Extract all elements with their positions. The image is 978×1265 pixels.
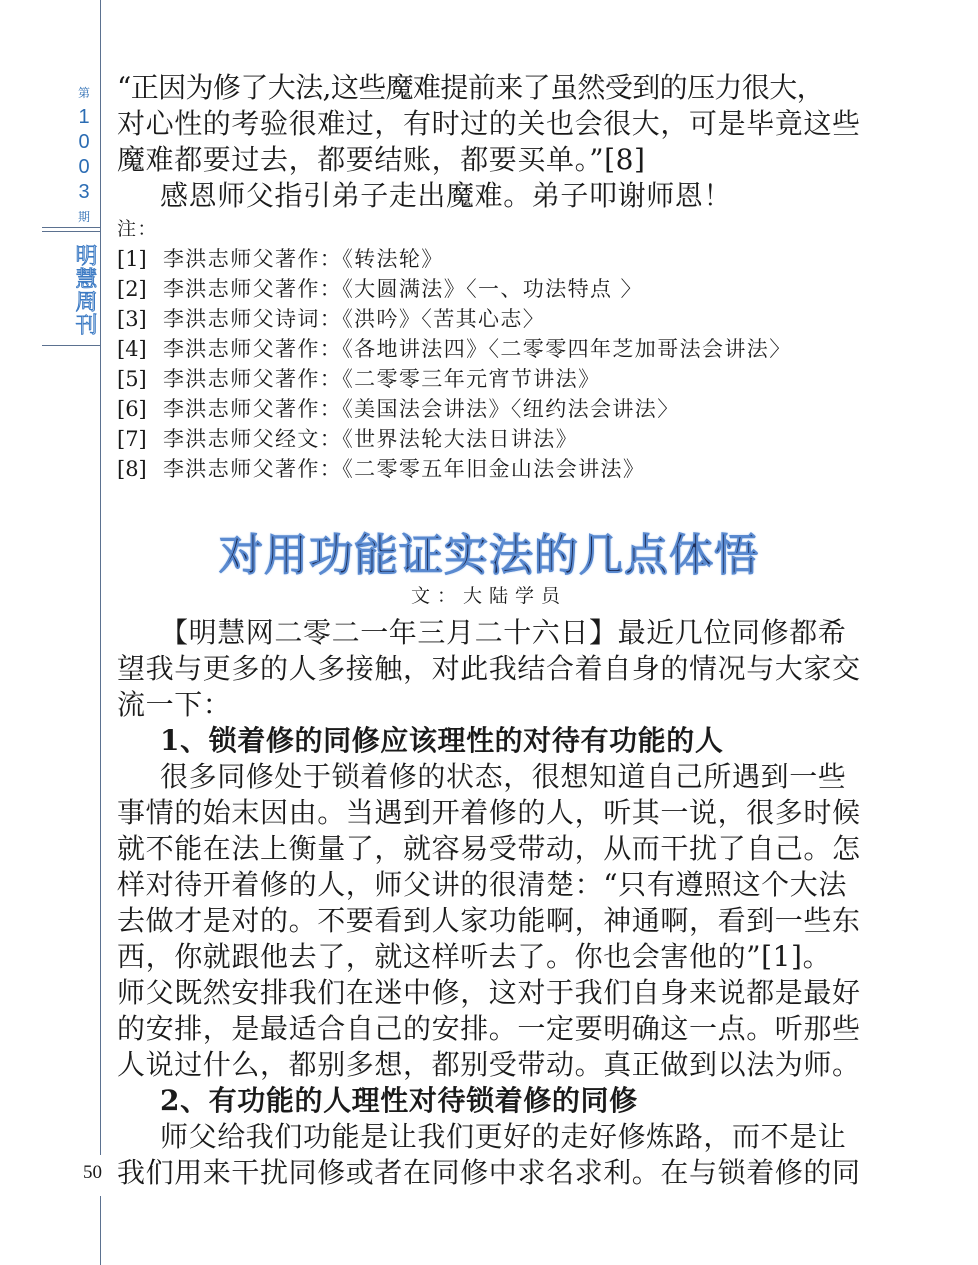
- footnote-text: 李洪志师父著作：《二零零三年元宵节讲法》: [163, 367, 601, 391]
- text-line: 望我与更多的人多接触，对此我结合着自身的情况与大家交: [117, 652, 861, 685]
- footnote-text: 李洪志师父著作：《二零零五年旧金山法会讲法》: [163, 457, 646, 481]
- sidebar-divider: [42, 227, 100, 228]
- issue-suffix: 期: [77, 210, 90, 224]
- footnote-text: 李洪志师父经文：《世界法轮大法日讲法》: [163, 427, 579, 451]
- margin-rule: [100, 1196, 101, 1265]
- text-line: 师父给我们功能是让我们更好的走好修炼路，而不是让: [160, 1120, 847, 1153]
- text-line: 感恩师父指引弟子走出魔难。弟子叩谢师恩！: [160, 179, 733, 212]
- text-line: 人说过什么，都别多想，都别受带动。真正做到以法为师。: [117, 1048, 861, 1081]
- issue-number: 1003: [73, 106, 95, 206]
- text-line: 去做才是对的。不要看到人家功能啊，神通啊，看到一些东: [117, 904, 861, 937]
- previous-article-end: [117, 70, 861, 214]
- article-byline: 文：大陆学员: [410, 585, 567, 607]
- footnote-item: [117, 274, 792, 304]
- text-line: 西，你就跟他去了，就这样听去了。你也会害他的”[1]。: [117, 940, 832, 973]
- text-line: 我们用来干扰同修或者在同修中求名求利。在与锁着修的同: [117, 1156, 861, 1189]
- footnote-text: 李洪志师父著作：《转法轮》: [163, 247, 444, 271]
- page-number: 50: [83, 1162, 102, 1183]
- footnote-ref: [8]: [117, 457, 147, 481]
- text-line: 事情的始末因由。当遇到开着修的人，听其一说，很多时候: [117, 796, 861, 829]
- footnote-ref: [1]: [117, 247, 147, 271]
- footnote-item: [117, 454, 792, 484]
- footnote-text: 李洪志师父诗词：《洪吟》〈苦其心志〉: [163, 307, 546, 331]
- footnote-ref: [7]: [117, 427, 147, 451]
- footnote-ref: [5]: [117, 367, 147, 391]
- article-title: 对用功能证实法的几点体悟: [219, 530, 759, 581]
- footnote-ref: [2]: [117, 277, 147, 301]
- issue-prefix: 第: [77, 86, 90, 100]
- article-body: [117, 615, 861, 1191]
- text-line: 的安排，是最适合自己的安排。一定要明确这一点。听那些: [117, 1012, 861, 1045]
- notes-section: [117, 214, 792, 484]
- footnote-item: [117, 244, 792, 274]
- notes-heading: 注：: [117, 218, 158, 240]
- text-line: 流一下：: [117, 688, 232, 721]
- footnote-ref: [4]: [117, 337, 147, 361]
- text-line: 就不能在法上衡量了，就容易受带动，从而干扰了自己。怎: [117, 832, 861, 865]
- footnote-text: 李洪志师父著作：《大圆满法》〈一、功法特点 〉: [163, 277, 643, 301]
- text-line: 【明慧网二零二一年三月二十六日】最近几位同修都希: [160, 616, 847, 649]
- magazine-name: 明慧周刊: [72, 244, 97, 336]
- sidebar-divider: [42, 345, 100, 346]
- footnote-item: [117, 334, 792, 364]
- footnote-item: [117, 304, 792, 334]
- section-heading: 2、有功能的人理性对待锁着修的同修: [160, 1084, 638, 1117]
- text-line: 很多同修处于锁着修的状态，很想知道自己所遇到一些: [160, 760, 847, 793]
- sidebar-divider: [42, 231, 100, 232]
- text-line: “正因为修了大法,这些魔难提前来了虽然受到的压力很大，: [117, 71, 825, 104]
- footnote-text: 李洪志师父著作：《各地讲法四》〈二零零四年芝加哥法会讲法〉: [163, 337, 792, 361]
- text-line: 魔难都要过去，都要结账，都要买单。”[8]: [117, 143, 646, 176]
- text-line: 对心性的考验很难过，有时过的关也会很大，可是毕竟这些: [117, 107, 861, 140]
- footnote-item: [117, 424, 792, 454]
- text-line: 师父既然安排我们在迷中修，这对于我们自身来说都是最好: [117, 976, 861, 1009]
- issue-label: [70, 84, 98, 226]
- footnote-ref: [6]: [117, 397, 147, 421]
- section-heading: 1、锁着修的同修应该理性的对待有功能的人: [160, 724, 724, 757]
- footnote-ref: [3]: [117, 307, 147, 331]
- footnote-item: [117, 394, 792, 424]
- footnote-text: 李洪志师父著作：《美国法会讲法》〈纽约法会讲法〉: [163, 397, 680, 421]
- text-line: 样对待开着修的人，师父讲的很清楚：“只有遵照这个大法: [117, 868, 847, 901]
- footnote-item: [117, 364, 792, 394]
